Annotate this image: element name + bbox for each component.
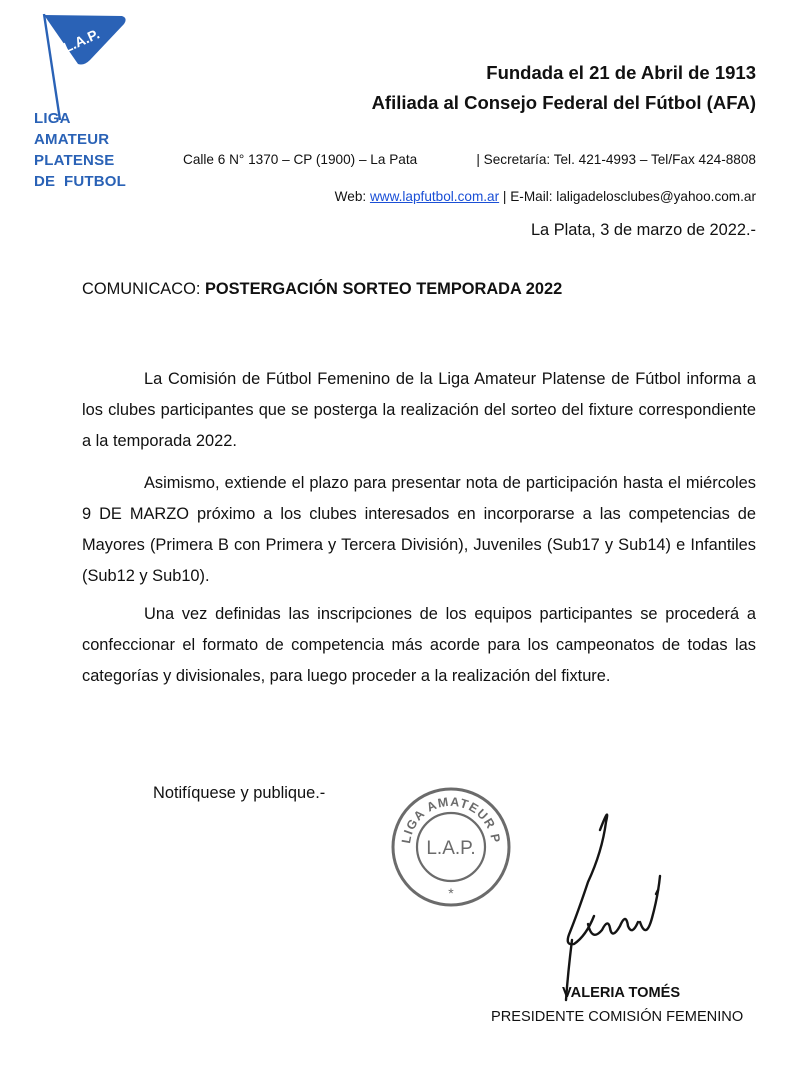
stamp-star: *: [448, 885, 454, 901]
web-label: Web:: [334, 189, 370, 204]
web-email-line: [335, 189, 756, 204]
logo-line-2: AMATEUR: [34, 131, 110, 148]
affiliation-line: Afiliada al Consejo Federal del Fútbol (AFA): [371, 92, 756, 113]
email-text: | E-Mail: laligadelosclubes@yahoo.com.ar: [499, 189, 756, 204]
svg-text:LIGA AMATEUR PLATENSE: [390, 786, 503, 845]
logo-line-3: PLATENSE: [34, 152, 115, 169]
league-stamp: [390, 786, 512, 908]
contact-line: | Secretaría: Tel. 421-4993 – Tel/Fax 424-8808: [476, 152, 756, 167]
signatory-name: VALERIA TOMÉS: [562, 985, 681, 1001]
league-logo: [34, 12, 134, 192]
signatory-role: PRESIDENTE COMISIÓN FEMENINO: [491, 1009, 744, 1025]
subject-title: POSTERGACIÓN SORTEO TEMPORADA 2022: [204, 280, 563, 298]
address-line: Calle 6 N° 1370 – CP (1900) – La Pata: [183, 152, 418, 167]
subject-line: [82, 280, 562, 299]
document-date: La Plata, 3 de marzo de 2022.-: [530, 221, 756, 239]
body-paragraph-3: Una vez definidas las inscripciones de los equipos participantes se procederá a confeccionar el formato de competencia más acorde para los campeonatos de todas las categorías y divisionales, para luego proceder a la realización del fixture.: [82, 605, 756, 685]
closing-line: Notifíquese y publique.-: [153, 784, 326, 802]
handwritten-signature: [548, 800, 688, 1010]
stamp-ring-text: LIGA AMATEUR P: [399, 794, 503, 845]
website-link[interactable]: www.lapfutbol.com.ar: [369, 189, 500, 204]
subject-prefix: COMUNICACO:: [82, 280, 205, 298]
founded-line: Fundada el 21 de Abril de 1913: [486, 62, 756, 83]
body-paragraph-1: La Comisión de Fútbol Femenino de la Liga Amateur Platense de Fútbol informa a los clubes participantes que se posterga la realización del sorteo del fixture correspondiente a la temporada 2022.: [82, 370, 756, 450]
logo-line-1: LIGA: [34, 110, 71, 127]
logo-line-4: DE FUTBOL: [34, 173, 126, 190]
stamp-center-text: L.A.P.: [426, 838, 476, 859]
body-paragraph-2: Asimismo, extiende el plazo para presentar nota de participación hasta el miércoles 9 DE MARZO próximo a los clubes interesados en incorporarse a las competencias de Mayores (Primera B con Primera y Tercera División), Juveniles (Sub17 y Sub14) e Infantiles (Sub12 y Sub10).: [82, 474, 756, 585]
logo-flag-text: L.A.P.: [60, 25, 102, 56]
